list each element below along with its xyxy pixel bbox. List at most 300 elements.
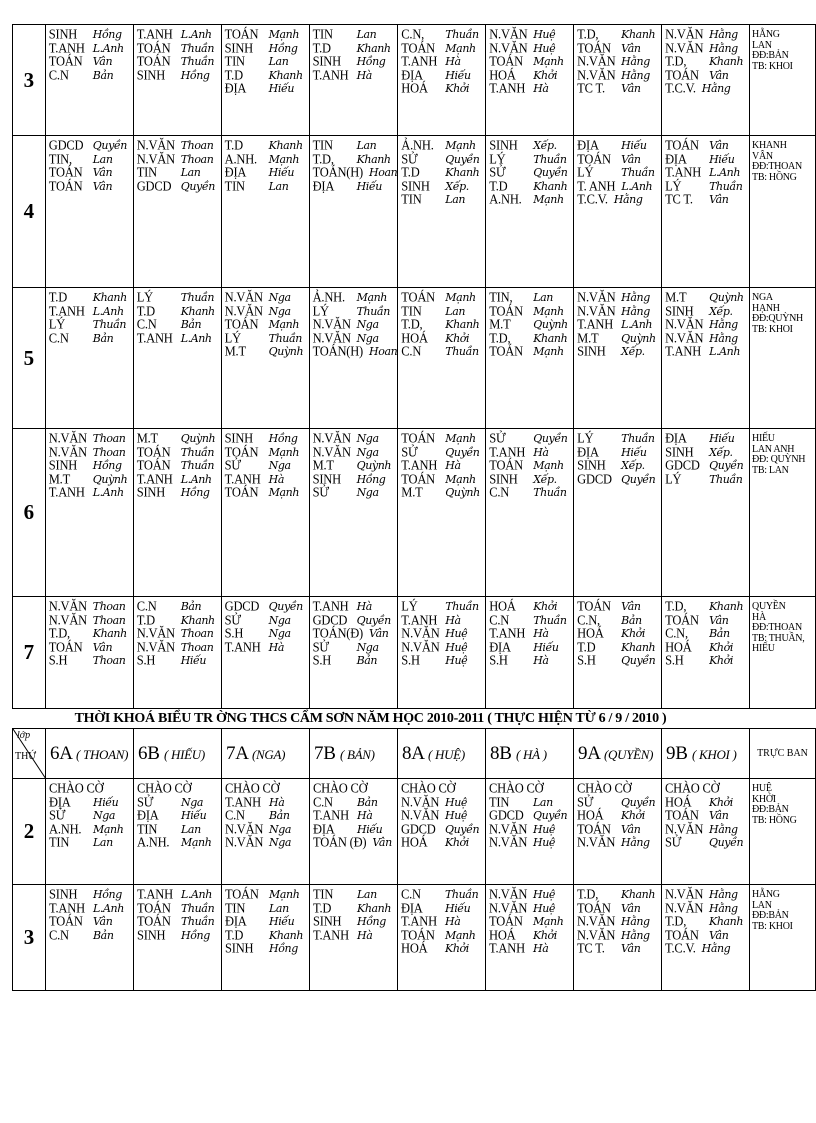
subject: T.D, <box>312 150 334 167</box>
class-teacher: ( KHOI ) <box>692 746 737 762</box>
class-header <box>222 729 310 779</box>
corner-day-label: THỨ <box>15 751 37 762</box>
subject: N.VĂN <box>577 834 616 851</box>
subject: N.VĂN <box>312 430 351 446</box>
class-period-cell <box>486 136 574 288</box>
subject: S.H <box>224 625 244 641</box>
teacher-name: Khởi <box>533 928 557 942</box>
teacher-name: Hằng <box>709 888 738 901</box>
period-entry <box>49 836 133 850</box>
teacher-name: Khởi <box>445 836 469 850</box>
teacher-name: Hồng <box>356 472 386 486</box>
subject: C.N <box>401 343 422 360</box>
subject: N.VĂN <box>665 39 704 56</box>
subject: N.VĂN <box>577 302 616 319</box>
subject: LÝ <box>136 289 153 305</box>
period-entry <box>312 177 398 194</box>
subject: TOÁN <box>48 164 83 180</box>
subject: CHÀO CỜ <box>665 780 720 796</box>
subject: TOÁN(Đ) <box>312 625 364 641</box>
period-entry <box>665 654 749 668</box>
teacher-name: Nga <box>268 459 291 473</box>
subject: SINH <box>489 470 518 487</box>
teacher-name: Hằng <box>621 915 650 929</box>
subject: M.T <box>401 484 423 501</box>
subject: N.VĂN <box>489 899 528 916</box>
subject: TOÁN <box>665 66 699 83</box>
subject: N.VĂN <box>401 793 440 810</box>
duty-line: HIẾU <box>752 643 775 654</box>
teacher-name: Huệ <box>533 888 555 901</box>
teacher-name: Hằng <box>709 41 738 55</box>
teacher-name: Khanh <box>356 152 391 166</box>
period-entry <box>225 942 309 956</box>
subject: T.D, <box>577 886 599 902</box>
class-period-cell <box>45 25 133 136</box>
subject: SINH <box>224 430 254 446</box>
subject: LÝ <box>489 150 506 167</box>
duty-line: TB: HỒNG <box>752 814 797 826</box>
period-entry <box>489 942 573 956</box>
subject: HOÁ <box>577 625 604 641</box>
subject: TOÁN <box>665 137 699 153</box>
subject: TOÁN <box>48 53 83 69</box>
teacher-name: Khanh <box>269 928 304 942</box>
teacher-name: Xếp. <box>621 459 645 473</box>
teacher-name: Mạnh <box>445 928 476 942</box>
subject: SINH <box>48 457 78 473</box>
subject: T.ANH <box>224 638 261 655</box>
teacher-name: Thuần <box>621 432 655 445</box>
teacher-name: Hằng <box>621 291 650 304</box>
subject: T.ANH <box>48 484 85 501</box>
subject: TOÁN <box>136 39 171 56</box>
duty-cell <box>750 779 816 885</box>
class-period-cell <box>486 25 574 136</box>
teacher-name: Vân <box>93 915 113 929</box>
teacher-name: Khanh <box>357 901 392 915</box>
teacher-name: Mạnh <box>268 445 300 459</box>
subject: N.VĂN <box>224 289 263 305</box>
teacher-name: Huệ <box>445 627 468 641</box>
subject: LÝ <box>665 177 682 194</box>
teacher-name: Nga <box>268 304 291 318</box>
teacher-name: L.Anh <box>709 345 741 359</box>
subject: T.D <box>401 164 420 180</box>
class-period-cell <box>309 429 398 597</box>
teacher-name: Thuần <box>445 888 479 901</box>
class-period-cell <box>45 597 133 709</box>
day-row <box>13 136 816 288</box>
class-period-cell <box>662 429 750 597</box>
period-entry <box>665 836 749 850</box>
teacher-name: L.Anh <box>621 179 653 193</box>
subject: TOÁN <box>489 302 523 319</box>
class-period-cell <box>45 429 133 597</box>
subject: C.N <box>225 807 245 823</box>
subject: SINH <box>665 443 694 460</box>
subject: T.ANH <box>136 329 173 346</box>
teacher-name: Khanh <box>533 179 568 193</box>
subject: N.VĂN <box>136 150 175 167</box>
subject: SỬ <box>137 793 154 810</box>
subject: TOÁN <box>577 820 611 837</box>
teacher-name: Hiếu <box>180 654 207 668</box>
teacher-name: Quỳnh <box>356 459 392 473</box>
teacher-name: Vân <box>92 55 113 69</box>
teacher-name: Thuần <box>356 304 390 318</box>
teacher-name: Hiếu <box>269 915 295 929</box>
subject: T.ANH <box>577 316 614 332</box>
class-header <box>486 729 574 779</box>
teacher-name: Bản <box>180 600 202 613</box>
subject: TOÁN <box>665 807 699 823</box>
corner-cell <box>13 729 46 779</box>
teacher-name: Vân <box>621 41 641 55</box>
class-period-cell <box>662 25 750 136</box>
class-period-cell <box>133 597 221 709</box>
class-period-cell <box>662 597 750 709</box>
subject: T. ANH <box>577 177 616 194</box>
subject: T.ANH <box>137 886 173 902</box>
period-entry <box>225 836 309 850</box>
subject: T.ANH <box>224 470 261 487</box>
day-row <box>13 779 816 885</box>
period-entry <box>489 82 573 96</box>
subject: TIN <box>312 26 333 42</box>
top-schedule-table <box>12 24 816 709</box>
period-entry <box>137 836 221 850</box>
teacher-name: Hiếu <box>533 640 559 654</box>
teacher-name: Vân <box>92 179 113 193</box>
class-period-cell <box>309 597 398 709</box>
subject: LÝ <box>312 302 329 319</box>
class-teacher: ( HÀ ) <box>516 746 547 762</box>
subject: T.C.V. <box>665 940 696 957</box>
period-entry <box>225 345 309 359</box>
teacher-name: Hiếu <box>93 795 119 809</box>
teacher-name: Thuần <box>180 459 215 473</box>
subject: T.ANH <box>489 443 526 460</box>
subject: ĐỊA <box>401 899 423 916</box>
teacher-name: Hồng <box>92 28 122 41</box>
teacher-name: Khởi <box>533 68 558 82</box>
subject: TOÁN <box>137 899 171 916</box>
teacher-name: Khởi <box>621 809 645 823</box>
teacher-name: Mạnh <box>269 888 300 901</box>
teacher-name: Xếp. <box>621 345 645 359</box>
subject: N.VĂN <box>225 820 264 837</box>
subject: SINH <box>665 302 694 319</box>
subject: T.ANH <box>401 913 437 929</box>
teacher-name: L.Anh <box>180 28 212 41</box>
subject: N.VĂN <box>665 26 704 42</box>
subject: T.D <box>312 39 331 56</box>
class-period-cell <box>574 429 662 597</box>
subject: A.NH. <box>224 150 257 167</box>
teacher-name: Mạnh <box>445 291 476 304</box>
subject: T.C.V. <box>665 80 696 97</box>
teacher-name: Khanh <box>621 640 656 654</box>
subject: ĐỊA <box>224 164 247 180</box>
subject: SINH <box>136 66 166 83</box>
teacher-name: Hà <box>357 928 373 942</box>
teacher-name: Hà <box>533 82 549 96</box>
subject: ĐỊA <box>225 913 247 929</box>
subject: N.VĂN <box>577 53 616 69</box>
teacher-name: Mạnh <box>445 432 476 445</box>
teacher-name: Hiếu <box>356 179 382 193</box>
class-period-cell <box>133 429 221 597</box>
subject: ĐỊA <box>577 443 599 460</box>
subject: T.ANH <box>49 899 85 916</box>
teacher-name: Xếp. <box>445 179 469 193</box>
day-number: 3 <box>13 25 46 136</box>
teacher-name: Nga <box>269 836 292 850</box>
duty-line: TB: KHOI <box>752 920 793 932</box>
subject: T.ANH <box>312 66 349 83</box>
period-entry <box>137 486 221 500</box>
teacher-name: Hồng <box>93 888 122 901</box>
class-name: 7A <box>226 742 248 764</box>
subject: SỬ <box>224 457 241 473</box>
teacher-name: Thuần <box>445 28 479 41</box>
class-period-cell <box>574 136 662 288</box>
subject: N.VĂN <box>48 430 87 446</box>
teacher-name: Khanh <box>268 68 303 82</box>
subject: M.T <box>489 316 511 332</box>
teacher-name: Hồng <box>268 41 298 55</box>
subject: HOÁ <box>401 329 428 346</box>
teacher-name: Vân <box>621 600 641 613</box>
subject: T.ANH <box>489 625 526 641</box>
teacher-name: Bản <box>269 809 290 823</box>
teacher-name: Hà <box>269 795 285 809</box>
subject: N.VĂN <box>577 926 616 943</box>
subject: HOÁ <box>489 598 516 614</box>
class-period-cell <box>486 779 574 885</box>
subject: C.N <box>136 316 157 332</box>
day-number: 6 <box>13 429 46 597</box>
teacher-name: Nga <box>93 809 116 823</box>
teacher-name: Xếp. <box>533 139 557 152</box>
subject: M.T <box>224 343 246 360</box>
period-entry <box>577 942 661 956</box>
subject: T.ANH <box>489 940 525 957</box>
subject: SINH <box>224 39 254 56</box>
class-period-cell <box>221 597 309 709</box>
teacher-name: Hiếu <box>445 68 471 82</box>
subject: C.N <box>313 793 333 810</box>
subject: TOÁN <box>48 177 83 194</box>
subject: T.ANH <box>136 470 173 487</box>
teacher-name: Thuần <box>445 600 479 613</box>
teacher-name: Hiếu <box>181 809 207 823</box>
period-entry <box>48 66 133 83</box>
teacher-name: Thoan <box>180 627 214 641</box>
duty-line: TB: KHOI <box>752 323 793 335</box>
teacher-name: L.Anh <box>92 304 124 318</box>
duty-line: QUYỀN <box>752 601 786 612</box>
teacher-name: Thuần <box>180 291 215 304</box>
teacher-name: Hà <box>268 472 284 486</box>
teacher-name: Mạnh <box>533 459 564 473</box>
period-entry <box>401 193 485 207</box>
period-entry <box>225 82 309 96</box>
teacher-name: Hiếu <box>357 822 383 836</box>
duty-line: KHANH <box>752 140 787 151</box>
period-entry <box>49 654 133 668</box>
subject: GDCD <box>489 807 524 823</box>
teacher-name: Khởi <box>445 82 470 96</box>
duty-line: VÂN <box>752 150 773 162</box>
period-entry <box>665 345 749 359</box>
teacher-name: Lan <box>356 139 377 152</box>
teacher-name: Khởi <box>445 331 470 345</box>
subject: M.T <box>577 329 599 346</box>
subject: HOÁ <box>401 834 428 851</box>
teacher-name: Quyền <box>709 836 744 850</box>
subject: TOÁN <box>489 457 523 473</box>
teacher-name: Quyền <box>621 795 656 809</box>
subject: A.NH. <box>489 191 522 208</box>
class-period-cell <box>574 288 662 429</box>
subject: Ả.NH. <box>312 289 345 305</box>
period-entry <box>665 470 749 487</box>
duty-line: HUỆ <box>752 783 772 794</box>
duty-line: ĐĐ:BẢN <box>752 910 789 921</box>
duty-line: ĐĐ:THOAN <box>752 622 802 633</box>
subject: T.ANH <box>48 39 85 56</box>
subject: TOÁN <box>577 39 611 56</box>
subject: CHÀO CỜ <box>489 780 544 796</box>
subject: S.H <box>489 652 508 669</box>
teacher-name: Hồng <box>92 459 122 473</box>
teacher-name: Vân <box>621 822 641 836</box>
teacher-name: Hồng <box>356 55 386 69</box>
teacher-name: Hà <box>356 600 372 613</box>
day-row <box>13 288 816 429</box>
teacher-name: Lan <box>93 836 113 850</box>
teacher-name: Hà <box>445 459 461 473</box>
teacher-name: Thoan <box>180 139 214 152</box>
subject: GDCD <box>312 611 348 628</box>
teacher-name: Huệ <box>445 809 467 823</box>
subject: TOÁN <box>136 443 171 460</box>
subject: TOÁN <box>665 611 699 628</box>
teacher-name: Quyền <box>356 613 391 627</box>
teacher-name: L.Anh <box>180 331 212 345</box>
teacher-name: Hồng <box>181 928 210 942</box>
teacher-name: Thuần <box>180 41 215 55</box>
teacher-name: Khanh <box>709 600 744 613</box>
teacher-name: Hà <box>533 445 549 459</box>
teacher-name: L.Anh <box>92 41 124 55</box>
teacher-name: Bản <box>357 795 378 809</box>
teacher-name: Lan <box>357 888 377 901</box>
subject: T.ANH <box>312 598 349 614</box>
subject: HOÁ <box>401 940 428 957</box>
subject: SINH <box>312 53 341 69</box>
teacher-name: Mạnh <box>533 915 564 929</box>
subject: T.D, <box>665 913 687 929</box>
class-period-cell <box>398 597 486 709</box>
subject: N.VĂN <box>48 611 87 628</box>
teacher-name: Vân <box>709 809 729 823</box>
period-entry <box>489 345 573 359</box>
subject: A.NH. <box>49 820 82 837</box>
subject: HOÁ <box>489 926 516 943</box>
subject: SỬ <box>665 834 682 851</box>
teacher-name: Hiếu <box>268 166 295 180</box>
teacher-name: Thuần <box>268 331 302 345</box>
teacher-name: Hà <box>445 613 461 627</box>
period-entry <box>401 486 485 500</box>
teacher-name: Thuần <box>533 613 567 627</box>
class-teacher: ( THOAN) <box>76 746 129 762</box>
bottom-schedule-table <box>12 728 816 991</box>
class-period-cell <box>574 25 662 136</box>
teacher-name: Lan <box>181 822 201 836</box>
class-period-cell <box>486 597 574 709</box>
period-entry <box>665 82 749 96</box>
teacher-name: Huệ <box>445 654 468 668</box>
duty-line: LAN <box>752 39 772 51</box>
subject: GDCD <box>577 470 612 487</box>
teacher-name: Quyền <box>533 809 568 823</box>
teacher-name: Khanh <box>533 331 568 345</box>
teacher-name: Lan <box>92 152 113 166</box>
subject: N.VĂN <box>136 137 175 153</box>
subject: LÝ <box>665 470 682 487</box>
teacher-name: Mạnh <box>445 139 476 152</box>
class-period-cell <box>310 779 398 885</box>
subject: TOÁN <box>224 443 259 460</box>
subject: CHÀO CỜ <box>137 780 192 796</box>
teacher-name: Quỳnh <box>709 291 744 304</box>
subject: TOÁN <box>401 430 435 446</box>
class-period-cell <box>134 885 222 991</box>
teacher-name: Nga <box>268 613 291 627</box>
subject: T.D <box>136 302 155 319</box>
teacher-name: Thuần <box>621 166 655 180</box>
subject: T.D <box>136 611 155 628</box>
subject: TIN <box>136 164 157 180</box>
period-entry <box>577 193 661 207</box>
teacher-name: Vân <box>709 193 729 207</box>
subject: S.H <box>577 652 596 669</box>
subject: T.ANH <box>313 926 349 943</box>
teacher-name: Khanh <box>445 318 480 332</box>
day-number: 5 <box>13 288 46 429</box>
period-entry <box>224 177 309 194</box>
class-name: 8A <box>402 742 424 764</box>
teacher-name: Vân <box>92 640 113 654</box>
subject: T.ANH <box>225 793 261 810</box>
teacher-name: Bản <box>709 627 730 641</box>
subject: LÝ <box>48 316 66 332</box>
duty-line: LAN ANH <box>752 443 795 455</box>
subject: S.H <box>48 652 68 669</box>
subject: GDCD <box>665 457 700 473</box>
duty-line: ĐĐ:BẢN <box>752 50 789 61</box>
subject: C.N <box>49 926 69 943</box>
subject: C.N <box>489 611 510 628</box>
subject: GDCD <box>401 820 436 837</box>
subject: T.D <box>224 137 243 153</box>
teacher-name: Thoan <box>92 432 126 445</box>
subject: SỬ <box>489 430 506 446</box>
